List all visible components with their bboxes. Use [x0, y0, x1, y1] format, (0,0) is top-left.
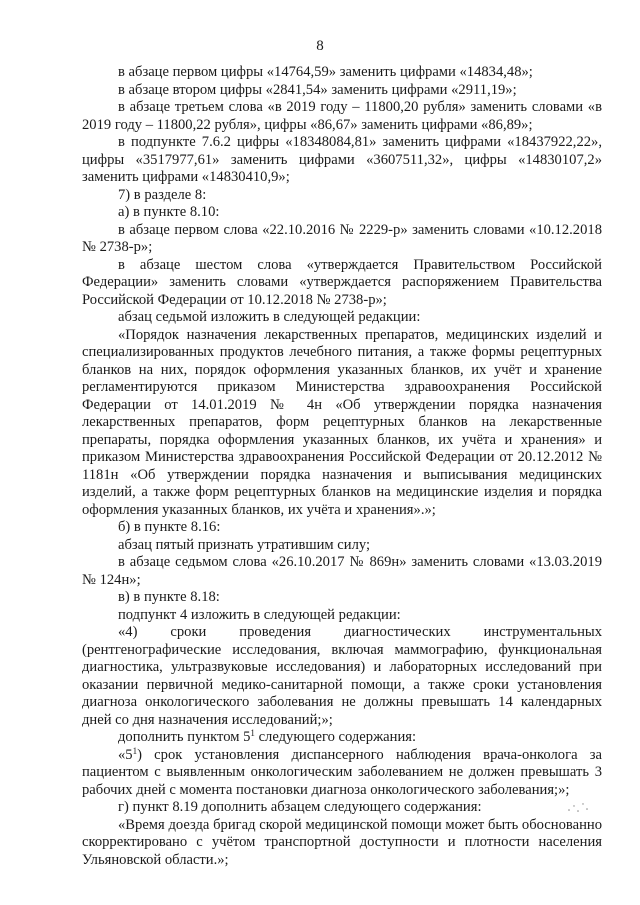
paragraph: в абзаце первом цифры «14764,59» заменить цифрами «14834,48»; [118, 64, 533, 80]
paragraph: абзац седьмой изложить в следующей редакции: [118, 309, 421, 325]
paragraph: в абзаце шестом слова «утверждается Правительством Российской Федерации» заменить словами «утверждается распоряжением Правительства Российской Федерации от 10.12.2018 № 2738-р»; [82, 256, 602, 308]
paragraph: б) в пункте 8.16: [118, 519, 221, 535]
paragraph: в абзаце седьмом слова «26.10.2017 № 869н» заменить словами «13.03.2019 № 124н»; [82, 554, 602, 588]
paragraph: абзац пятый признать утратившим силу; [118, 536, 371, 553]
superscript: 1 [250, 728, 255, 738]
paragraph: в абзаце третьем слова «в 2019 году – 11800,20 рубля» заменить словами «в 2019 году – 11800,22 рубля», цифры «86,67» заменить цифрами «86,89»; [82, 99, 602, 133]
paragraph: в абзаце втором цифры «2841,54» заменить цифрами «2911,19»; [118, 81, 517, 98]
superscript: 1 [132, 745, 138, 756]
paragraph: «Порядок назначения лекарственных препаратов, медицинских изделий и специализированных продуктов лечебного питания, а также формы рецептурных бланков на них, порядок оформления указанных бланков, их учёт и хранение регламентируются приказом Министерства здравоохранения Российской Федерации от 14.01.2019 № 4н «Об утверждении порядка назначения лекарственных препаратов, форм рецептурных бланков на лекарственные препараты, порядка оформления указанных бланков, их учёта и хранения» и приказом Министерства здравоохранения Российской Федерации от 20.12.2012 № 1181н «Об утверждении порядка назначения и выписывания медицинских изделий, а также форм рецептурных бланков на медицинские изделия и порядка оформления указанных бланков, их учёта и хранения».»; [82, 326, 602, 518]
paragraph-text: дополнить пунктом 5 [118, 729, 251, 745]
paragraph: подпункт 4 изложить в следующей редакции: [118, 606, 401, 623]
paragraph: «Время доезда бригад скорой медицинской помощи может быть обоснованно скорректировано с учётом транспортной доступности и плотности населения Ульяновской области.»; [82, 816, 602, 868]
paragraph-text: следующего содержания: [254, 729, 417, 745]
paragraph: в) в пункте 8.18: [118, 589, 220, 605]
paragraph: в абзаце первом слова «22.10.2016 № 2229-р» заменить словами «10.12.2018 № 2738-р»; [82, 221, 602, 255]
paragraph: в подпункте 7.6.2 цифры «18348084,81» заменить цифрами «18437922,22», цифры «3517977,61» заменить цифрами «3607511,32», цифры «14830107,2» заменить цифрами «14830410,9»; [82, 134, 602, 185]
paragraph-text: ) срок установления диспансерного наблюдения врача-онколога за пациентом с выявленным онкологическим заболеванием не должен превышать 3 рабочих дней с момента постановки диагноза онкологического заболевания;»; [82, 746, 602, 798]
scan-artifact [566, 800, 592, 816]
paragraph: 7) в разделе 8: [118, 186, 207, 203]
paragraph-text: «5 [118, 746, 133, 763]
document-body [82, 64, 602, 869]
page-number: 8 [316, 38, 324, 54]
paragraph [82, 747, 602, 800]
paragraph: а) в пункте 8.10: [118, 204, 220, 220]
paragraph: г) пункт 8.19 дополнить абзацем следующего содержания: [118, 799, 482, 815]
paragraph: «4) сроки проведения диагностических инструментальных (рентгенографические исследования, включая маммографию, функциональная диагностика, ультразвуковые исследования) и лабораторных исследований при оказании первичной медико-санитарной помощи, а также сроки установления диагноза онкологического заболевания не должны превышать 14 календарных дней со дня назначения исследований;»; [82, 624, 602, 728]
paragraph [82, 729, 602, 747]
